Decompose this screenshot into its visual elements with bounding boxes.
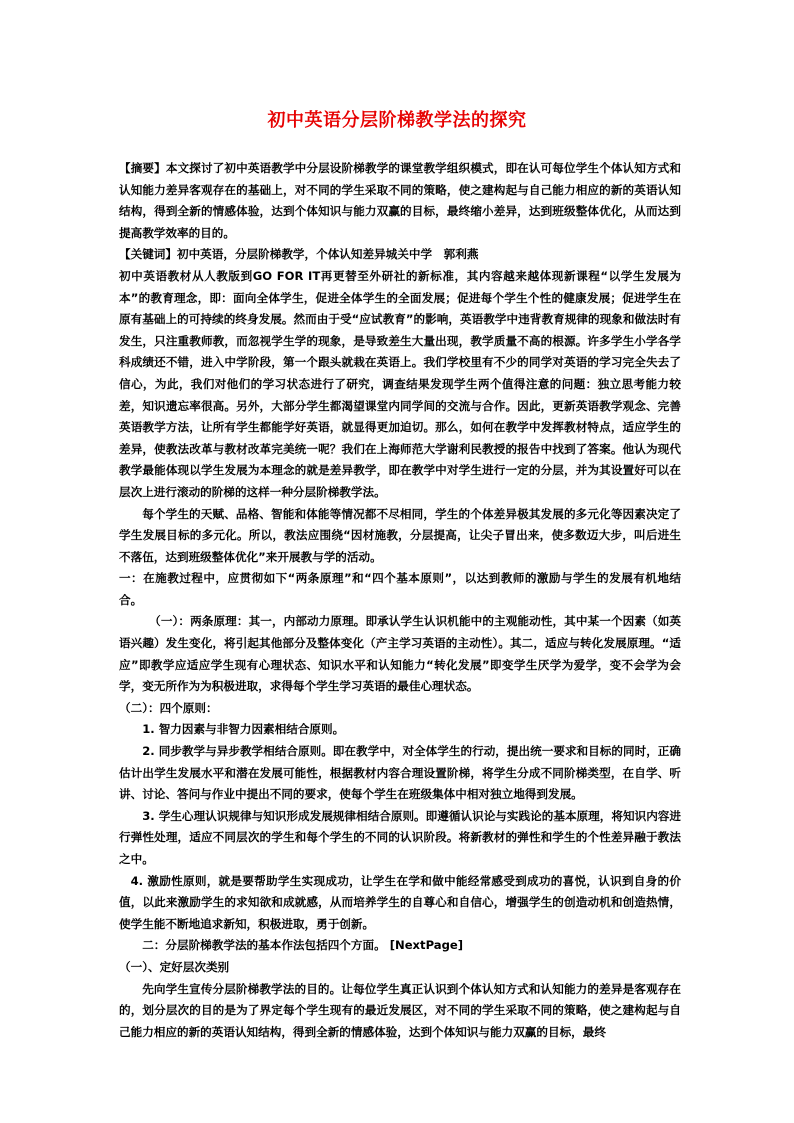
abstract-paragraph: 【摘要】本文探讨了初中英语教学中分层设阶梯教学的课堂教学组织模式，即在认可每位学生个体认知方式和认知能力差异客观存在的基础上，对不同的学生采取不同的策略，使之建构起与自己能力相应的新的英语认知结构，得到全新的情感体验，达到个体知识与能力双赢的目标，最终缩小差异，达到班级整体优化，从而达到提高教学效率的目的。	[119, 161, 681, 240]
document-body	[119, 158, 681, 1043]
rule-item: 1. 智力因素与非智力因素相结合原则。	[142, 722, 345, 737]
body-paragraph: 每个学生的天赋、品格、智能和体能等情况都不尽相同，学生的个体差异极其发展的多元化等因素决定了学生发展目标的多元化。所以，教法应围绕“因材施教，分层提高，让尖子冒出来，使多数迈大步，叫后进生不落伍，达到班级整体优化”来开展教与学的活动。	[119, 506, 681, 564]
subsection-principles: （一）：两条原理：其一，内部动力原理。即承认学生认识机能中的主观能动性，其中某一个因素（如英语兴趣）发生变化，将引起其他部分及整体变化（产主学习英语的主动性）。其二，适应与转化发展原理。“适应”即教学应适应学生现有心理状态、知识水平和认知能力“转化发展”即变学生厌学为爱学，变不会学为会学，变无所作为为积极进取，求得每个学生学习英语的最佳心理状态。	[119, 614, 681, 694]
document-title: 初中英语分层阶梯教学法的探究	[267, 110, 527, 131]
rule-item: 4. 激励性原则，就是要帮助学生实现成功，让学生在学和做中能经常感受到成功的喜悦，认识到自身的价值，以此来激励学生的求知欲和成就感，从而培养学生的自尊心和自信心，增强学生的创造动机和创造热情，使学生能不断地追求新知，积极进取，勇于创新。	[119, 873, 681, 931]
body-paragraph: 先向学生宣传分层阶梯教学法的目的。让每位学生真正认识到个体认知方式和认知能力的差异是客观存在的，划分层次的目的是为了界定每个学生现有的最近发展区，对不同的学生采取不同的策略，使之建构起与自己能力相应的新的英语认知结构，得到全新的情感体验，达到个体知识与能力双赢的目标，最终	[119, 981, 681, 1039]
section-heading-2: 二：分层阶梯教学法的基本作法包括四个方面。 [NextPage]	[142, 938, 464, 953]
intro-paragraph: 初中英语教材从人教版到GO FOR IT再更替至外研社的新标准，其内容越来越体现新课程“以学生发展为本”的教育理念，即：面向全体学生，促进全体学生的全面发展；促进每个学生个性的健康发展；促进学生在原有基础上的可持续的终身发展。然而由于受“应试教育”的影响，英语教学中违背教育规律的现象和做法时有发生，只注重教师教，而忽视学生学的现象，是导致差生大量出现，教学质量不高的根源。许多学生小学各学科成绩还不错，进入中学阶段，第一个跟头就栽在英语上。我们学校里有不少的同学对英语的学习完全失去了信心，为此，我们对他们的学习状态进行了研究，调查结果发现学生两个值得注意的问题：独立思考能力较差，知识遗忘率很高。另外，大部分学生都渴望课堂内同学间的交流与合作。因此，更新英语教学观念、完善英语教学方法，让所有学生都能学好英语，就显得更加迫切。那么，如何在教学中发挥教材特点，适应学生的差异，使教法改革与教材改革完美统一呢？我们在上海师范大学谢利民教授的报告中找到了答案。他认为现代教学最能体现以学生发展为本理念的就是差异教学，即在教学中对学生进行一定的分层，并为其设置好可以在层次上进行滚动的阶梯的这样一种分层阶梯教学法。	[119, 268, 681, 499]
subsection-rules-heading: （二）：四个原则：	[119, 700, 218, 715]
keywords-paragraph: 【关键词】初中英语，分层阶梯教学，个体认知差异城关中学 郭利燕	[119, 247, 479, 262]
rule-item: 3. 学生心理认识规律与知识形成发展规律相结合原则。即遵循认识论与实践论的基本原理，将知识内容进行弹性处理，适应不同层次的学生和每个学生的不同的认识阶段。将新教材的弹性和学生的个性差异融于教法之中。	[119, 808, 681, 866]
rule-item: 2. 同步教学与异步教学相结合原则。即在教学中，对全体学生的行动，提出统一要求和目标的同时，正确估计出学生发展水平和潜在发展可能性，根据教材内容合理设置阶梯，将学生分成不同阶梯类型，在自学、听讲、讨论、答问与作业中提出不同的要求，使每个学生在班级集体中相对独立地得到发展。	[119, 744, 681, 802]
subsection-heading: （一）、定好层次类别	[119, 959, 230, 974]
section-heading-1: 一：在施教过程中，应贯彻如下“两条原理”和“四个基本原则”，以达到教师的激励与学生的发展有机地结合。	[119, 571, 681, 607]
